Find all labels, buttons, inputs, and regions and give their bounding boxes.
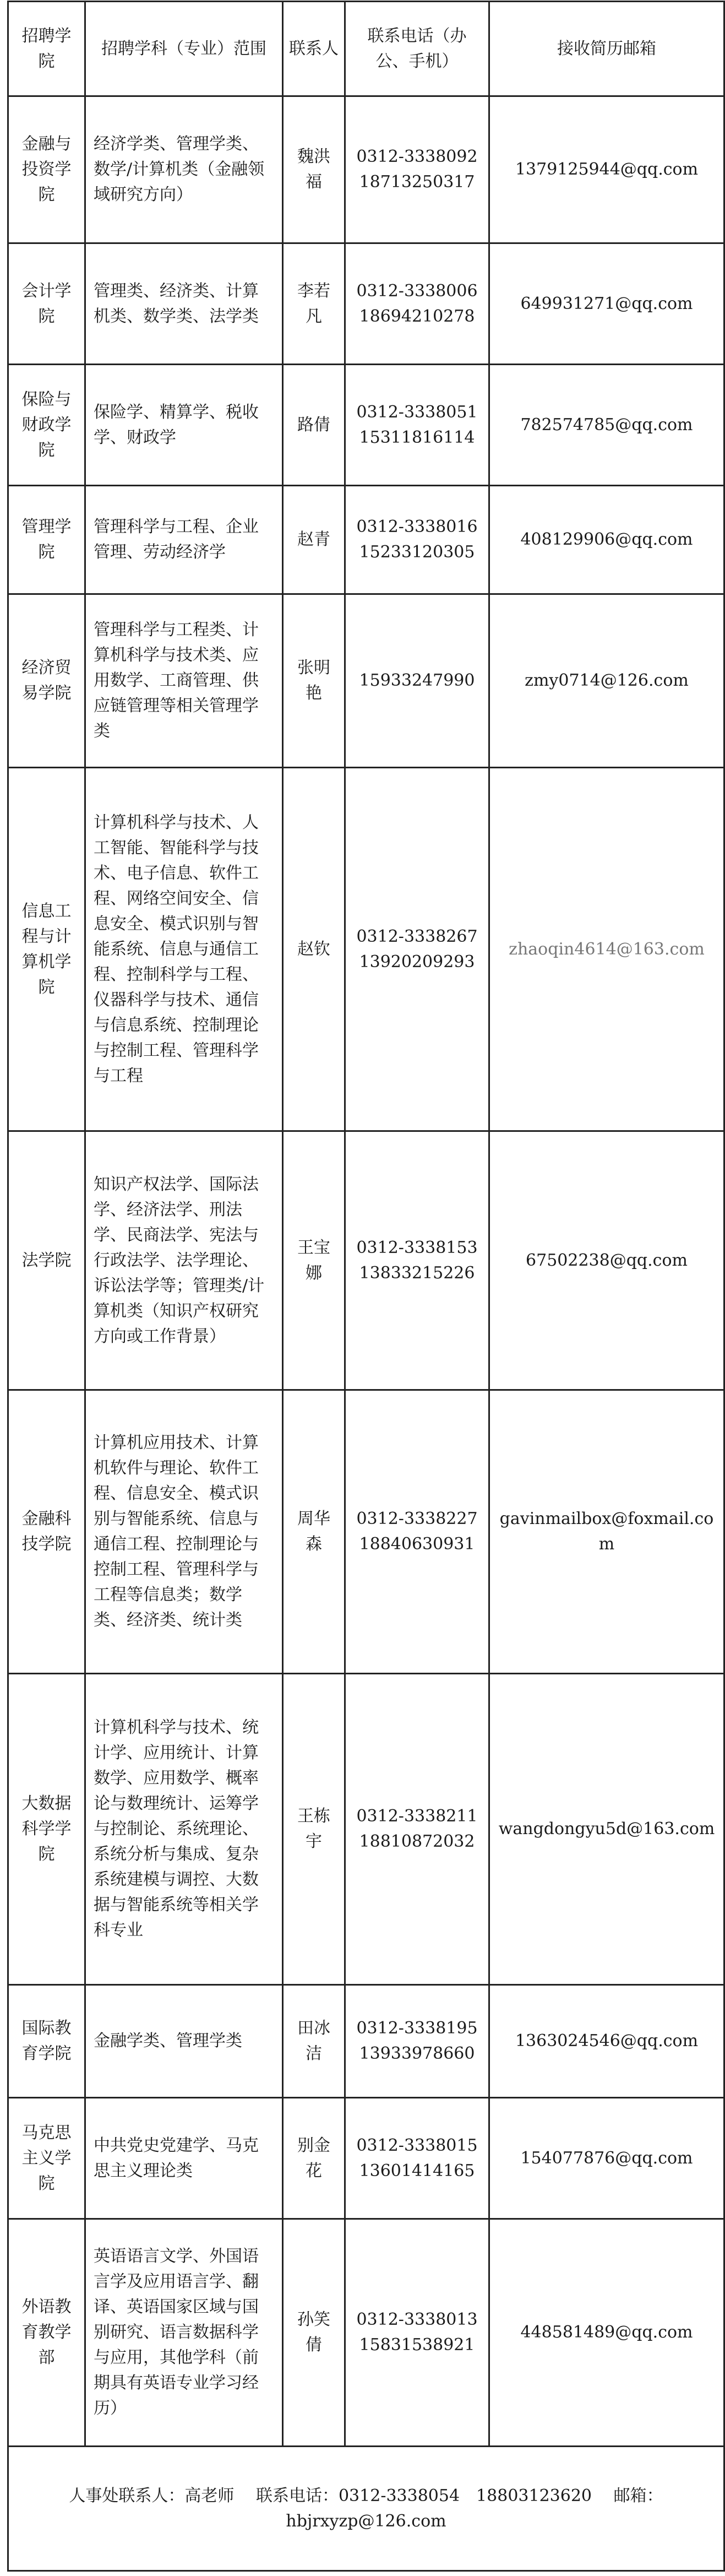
phone-cell (345, 2219, 489, 2447)
footer-phone: 联系电话：0312-3338054 18803123620 (255, 2486, 592, 2506)
office-phone: 0312-3338016 (356, 517, 478, 536)
phone-cell (345, 2098, 489, 2219)
mobile-phone: 18810872032 (359, 1832, 475, 1851)
email-cell: wangdongyu5d@163.com (489, 1674, 724, 1985)
footer-row (8, 2447, 724, 2571)
phone-cell (345, 1985, 489, 2098)
phone-cell (345, 594, 489, 768)
table-row (8, 243, 724, 365)
scope-cell: 英语语言文学、外国语言学及应用语言学、翻译、英语国家区域与国别研究、语言数据科学与应用，其他学科（前期具有英语专业学习经历） (85, 2219, 283, 2447)
email-cell: 1363024546@qq.com (489, 1985, 724, 2098)
college-cell: 信息工程与计算机学院 (8, 768, 85, 1131)
recruitment-sheet (7, 1, 723, 2572)
mobile-phone: 13601414165 (359, 2161, 475, 2181)
header-college: 招聘学院 (8, 2, 85, 96)
mobile-phone: 18840630931 (359, 1534, 475, 1554)
header-scope: 招聘学科（专业）范围 (85, 2, 283, 96)
office-phone: 0312-3338211 (356, 1807, 478, 1826)
contact-cell: 田冰洁 (283, 1985, 345, 2098)
mobile-phone: 15311816114 (359, 427, 475, 447)
office-phone: 0312-3338227 (356, 1509, 478, 1528)
college-cell: 法学院 (8, 1131, 85, 1390)
phone-cell (345, 365, 489, 486)
office-phone: 0312-3338013 (356, 2310, 478, 2329)
college-cell: 金融与投资学院 (8, 96, 85, 243)
office-phone: 0312-3338006 (356, 281, 478, 301)
mobile-phone: 18713250317 (359, 172, 475, 192)
recruitment-table (7, 1, 725, 2572)
email-cell: 448581489@qq.com (489, 2219, 724, 2447)
office-phone: 0312-3338015 (356, 2135, 478, 2155)
contact-cell: 别金花 (283, 2098, 345, 2219)
scope-cell: 保险学、精算学、税收学、财政学 (85, 365, 283, 486)
scope-cell: 经济学类、管理学类、数学/计算机类（金融领域研究方向） (85, 96, 283, 243)
footer-contact: 人事处联系人：高老师 (69, 2486, 235, 2506)
email-cell: zhaoqin4614@163.com (489, 768, 724, 1131)
office-phone: 0312-3338153 (356, 1238, 478, 1257)
phone-cell (345, 1674, 489, 1985)
footer-email: hbjrxyzp@126.com (286, 2511, 446, 2531)
contact-cell: 孙笑倩 (283, 2219, 345, 2447)
contact-cell: 路倩 (283, 365, 345, 486)
phone-cell (345, 1390, 489, 1674)
college-cell: 外语教育教学部 (8, 2219, 85, 2447)
table-row (8, 768, 724, 1131)
contact-cell: 张明艳 (283, 594, 345, 768)
email-cell: 154077876@qq.com (489, 2098, 724, 2219)
table-row (8, 1131, 724, 1390)
email-cell: 67502238@qq.com (489, 1131, 724, 1390)
office-phone: 0312-3338195 (356, 2019, 478, 2038)
table-row (8, 1390, 724, 1674)
scope-cell: 管理科学与工程类、计算机科学与技术类、应用数学、工商管理、供应链管理等相关管理学类 (85, 594, 283, 768)
table-row (8, 594, 724, 768)
college-cell: 国际教育学院 (8, 1985, 85, 2098)
mobile-phone: 15831538921 (359, 2335, 475, 2355)
college-cell: 金融科技学院 (8, 1390, 85, 1674)
office-phone: 0312-3338092 (356, 147, 478, 166)
mobile-phone: 13933978660 (359, 2044, 475, 2063)
office-phone: 0312-3338267 (356, 926, 478, 946)
table-row (8, 2098, 724, 2219)
email-cell: gavinmailbox@foxmail.com (489, 1390, 724, 1674)
mobile-phone: 15233120305 (359, 543, 475, 562)
phone-cell (345, 1131, 489, 1390)
footer-cell (8, 2447, 724, 2571)
header-phone: 联系电话（办公、手机） (345, 2, 489, 96)
phone-cell (345, 243, 489, 365)
header-row (8, 2, 724, 96)
scope-cell: 管理类、经济类、计算机类、数学类、法学类 (85, 243, 283, 365)
contact-cell: 赵青 (283, 486, 345, 594)
phone-cell (345, 486, 489, 594)
phone-cell (345, 96, 489, 243)
college-cell: 大数据科学学院 (8, 1674, 85, 1985)
college-cell: 经济贸易学院 (8, 594, 85, 768)
contact-cell: 王栋宇 (283, 1674, 345, 1985)
scope-cell: 中共党史党建学、马克思主义理论类 (85, 2098, 283, 2219)
contact-cell: 周华森 (283, 1390, 345, 1674)
table-row (8, 365, 724, 486)
phone-cell (345, 768, 489, 1131)
scope-cell: 计算机应用技术、计算机软件与理论、软件工程、信息安全、模式识别与智能系统、信息与通信工程、控制理论与控制工程、管理科学与工程等信息类；数学类、经济类、统计类 (85, 1390, 283, 1674)
contact-cell: 魏洪福 (283, 96, 345, 243)
footer-email-label: 邮箱： (613, 2486, 663, 2506)
college-cell: 管理学院 (8, 486, 85, 594)
table-row (8, 96, 724, 243)
table-row (8, 1674, 724, 1985)
contact-cell: 李若凡 (283, 243, 345, 365)
email-cell: 782574785@qq.com (489, 365, 724, 486)
office-phone: 0312-3338051 (356, 402, 478, 422)
email-cell: 408129906@qq.com (489, 486, 724, 594)
email-cell: 649931271@qq.com (489, 243, 724, 365)
header-contact: 联系人 (283, 2, 345, 96)
scope-cell: 管理科学与工程、企业管理、劳动经济学 (85, 486, 283, 594)
college-cell: 马克思主义学院 (8, 2098, 85, 2219)
scope-cell: 知识产权法学、国际法学、经济法学、刑法学、民商法学、宪法与行政法学、法学理论、诉讼法学等；管理类/计算机类（知识产权研究方向或工作背景） (85, 1131, 283, 1390)
mobile-phone: 13833215226 (359, 1263, 475, 1283)
email-cell: zmy0714@126.com (489, 594, 724, 768)
college-cell: 保险与财政学院 (8, 365, 85, 486)
contact-cell: 赵钦 (283, 768, 345, 1131)
college-cell: 会计学院 (8, 243, 85, 365)
scope-cell: 计算机科学与技术、人工智能、智能科学与技术、电子信息、软件工程、网络空间安全、信息安全、模式识别与智能系统、信息与通信工程、控制科学与工程、仪器科学与技术、通信与信息系统、控制理论与控制工程、管理科学与工程 (85, 768, 283, 1131)
mobile-phone: 13920209293 (359, 952, 475, 972)
mobile-phone: 15933247990 (359, 671, 475, 690)
scope-cell: 金融学类、管理学类 (85, 1985, 283, 2098)
table-row (8, 2219, 724, 2447)
table-row (8, 1985, 724, 2098)
header-email: 接收简历邮箱 (489, 2, 724, 96)
contact-cell: 王宝娜 (283, 1131, 345, 1390)
scope-cell: 计算机科学与技术、统计学、应用统计、计算数学、应用数学、概率论与数理统计、运筹学与控制论、系统理论、系统分析与集成、复杂系统建模与调控、大数据与智能系统等相关学科专业 (85, 1674, 283, 1985)
email-cell: 1379125944@qq.com (489, 96, 724, 243)
table-row (8, 486, 724, 594)
mobile-phone: 18694210278 (359, 306, 475, 326)
